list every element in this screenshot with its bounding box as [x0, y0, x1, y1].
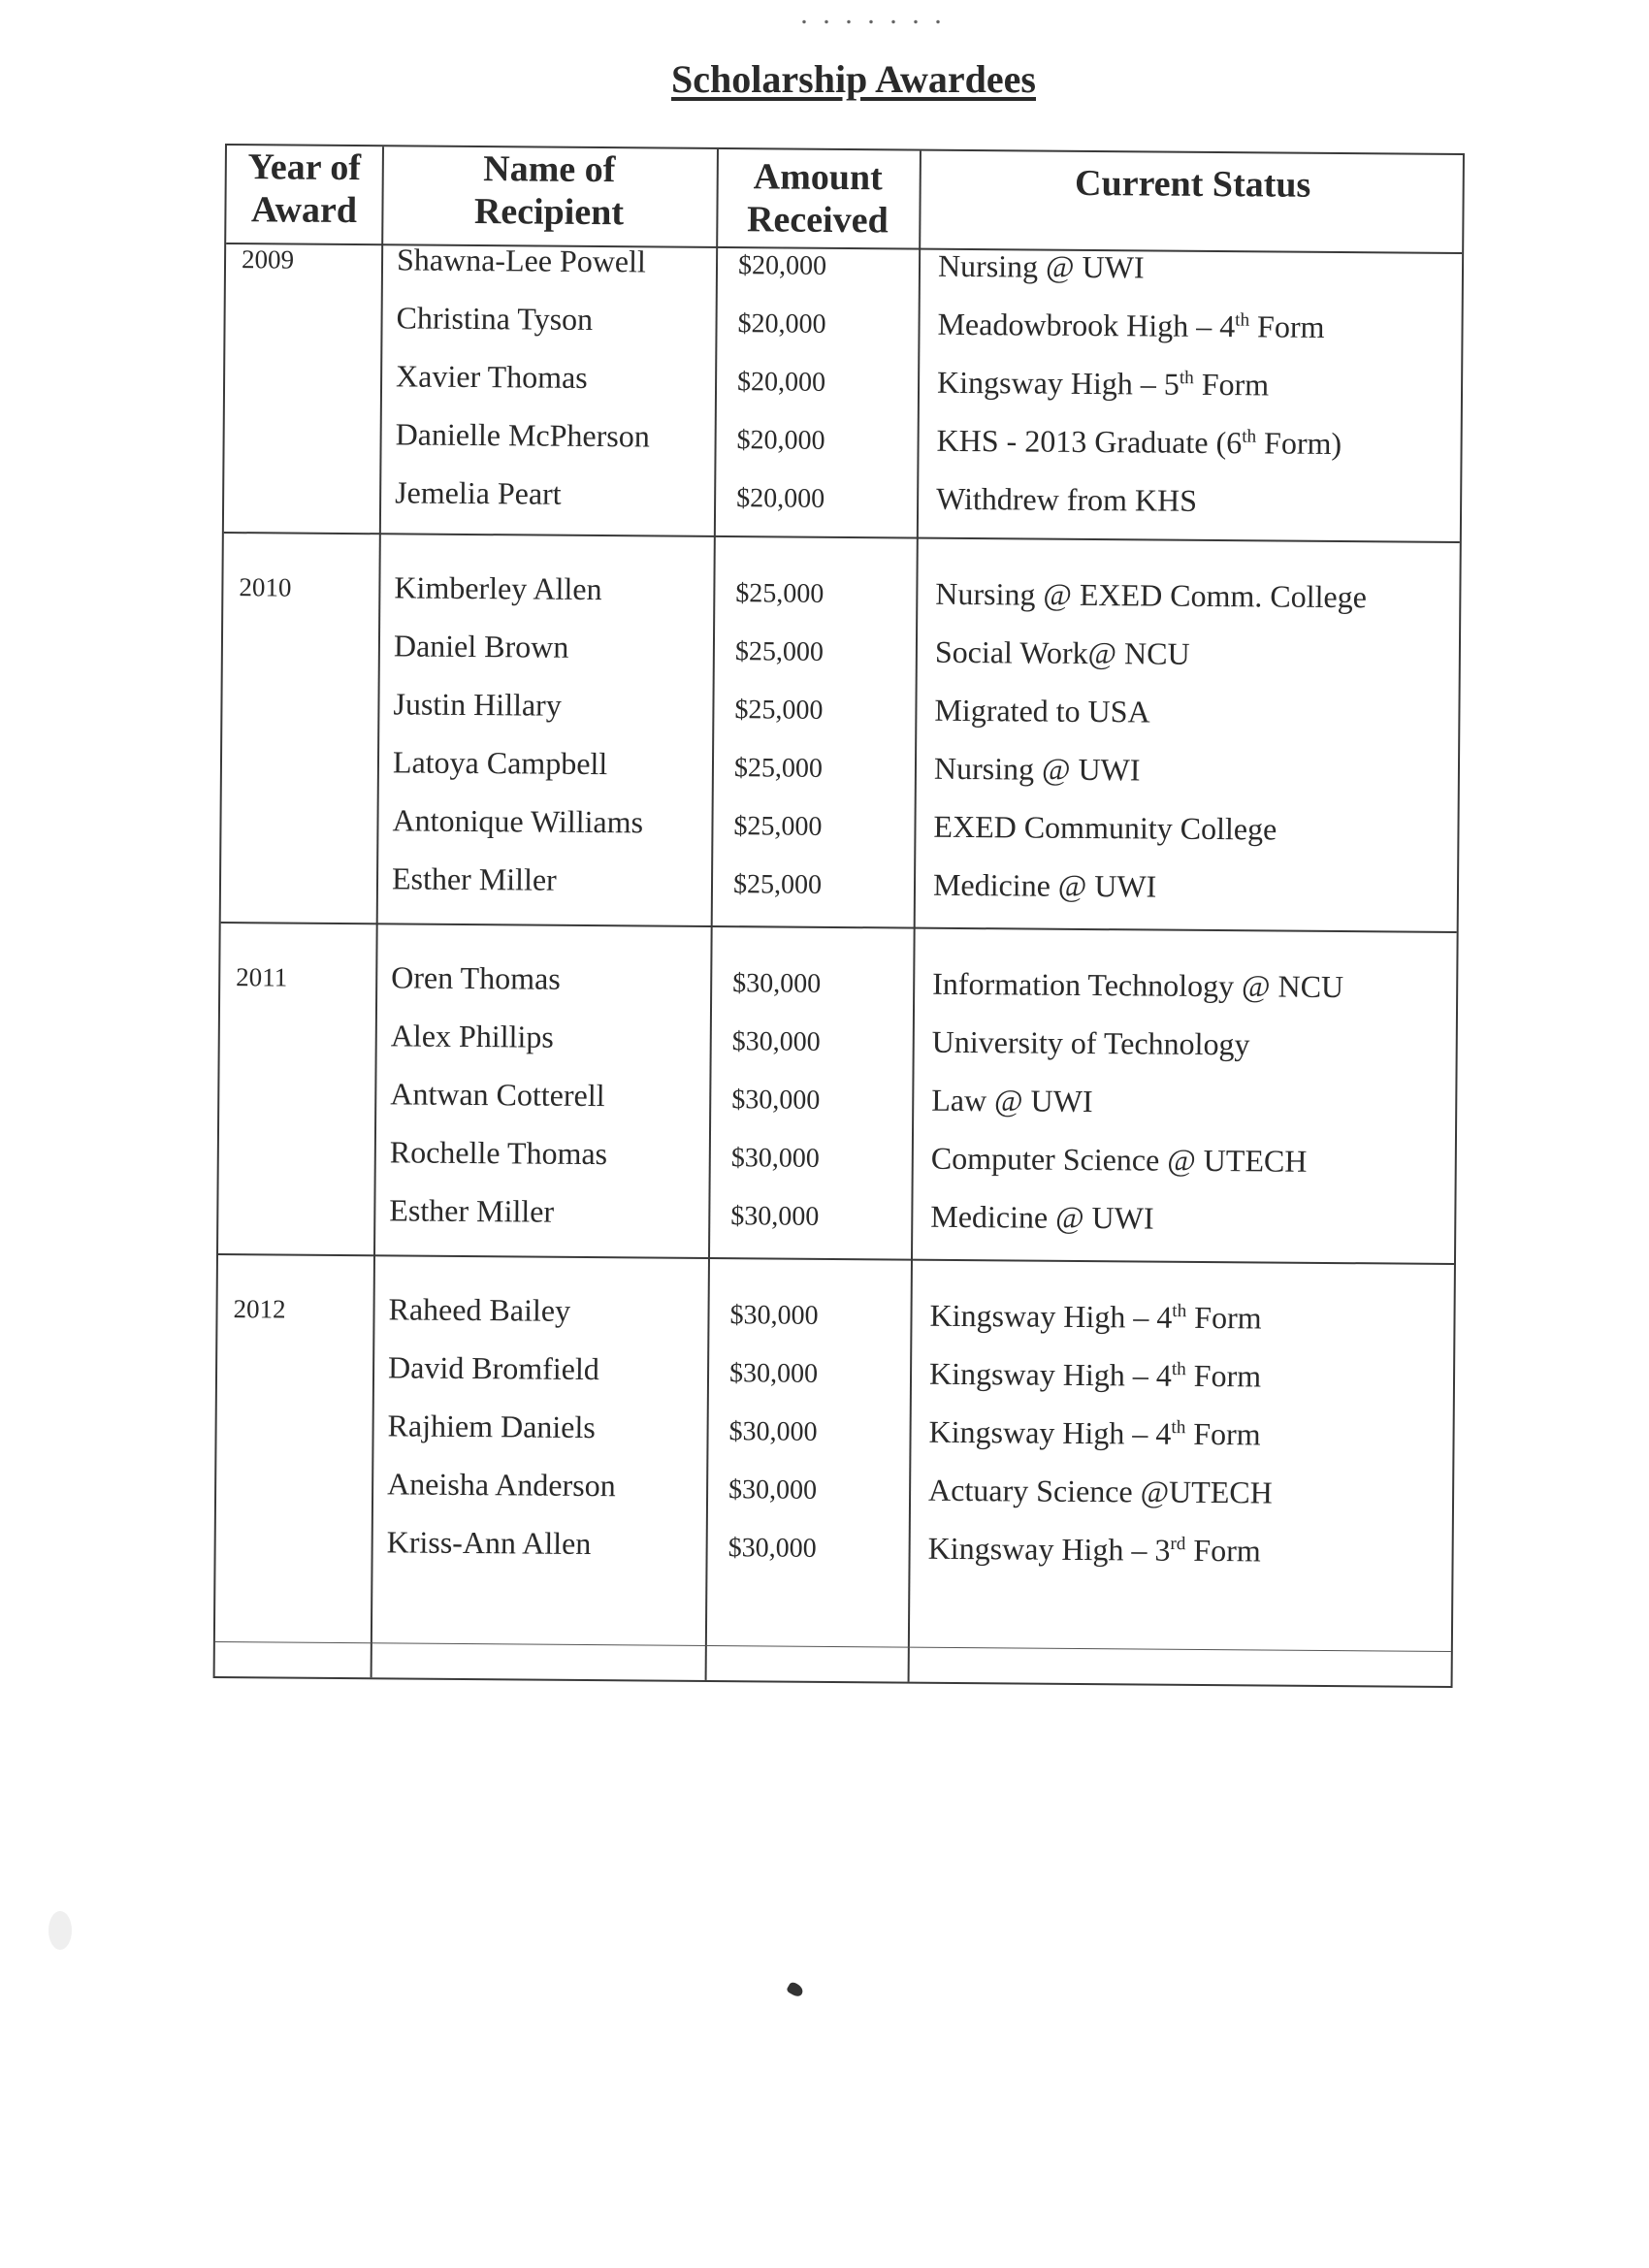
amount-cell: $30,000 [728, 1474, 818, 1506]
amount-cell: $30,000 [731, 1026, 821, 1057]
recipient-name: Esther Miller [389, 1192, 555, 1229]
recipient-name: David Bromfield [387, 1349, 599, 1387]
recipient-name: Raheed Bailey [388, 1291, 571, 1328]
status-cell: University of Technology [931, 1023, 1250, 1062]
header-year: Year of Award [247, 146, 362, 232]
status-cell: Kingsway High – 4th Form [928, 1355, 1262, 1394]
amount-cell: $20,000 [737, 308, 826, 340]
recipient-name: Kriss-Ann Allen [386, 1524, 592, 1562]
amount-cell: $30,000 [729, 1300, 819, 1331]
amount-cell: $20,000 [737, 250, 827, 281]
amount-cell: $25,000 [733, 753, 824, 784]
year-cell: 2012 [233, 1294, 286, 1324]
status-cell: Actuary Science @UTECH [927, 1472, 1273, 1510]
amount-cell: $20,000 [736, 483, 825, 514]
status-cell: Medicine @ UWI [930, 1198, 1154, 1236]
awardees-table [213, 144, 1465, 1688]
amount-cell: $20,000 [736, 367, 826, 398]
status-cell: Kingsway High – 5th Form [936, 364, 1270, 403]
page-title: Scholarship Awardees [671, 57, 1036, 101]
status-cell: Nursing @ UWI [933, 750, 1141, 788]
amount-cell: $30,000 [728, 1358, 819, 1389]
recipient-name: Xavier Thomas [395, 358, 588, 395]
amount-cell: $25,000 [732, 869, 823, 900]
recipient-name: Daniel Brown [393, 628, 569, 664]
header-name: Name of Recipient [473, 148, 625, 234]
status-cell: Nursing @ EXED Comm. College [935, 575, 1368, 615]
scan-smudge [48, 1911, 72, 1950]
column-divider [371, 146, 384, 1677]
recipient-name: Antwan Cotterell [390, 1076, 605, 1114]
amount-cell: $25,000 [734, 636, 824, 667]
footer-rule [215, 1641, 1451, 1652]
recipient-name: Esther Miller [391, 860, 557, 897]
status-cell: Migrated to USA [934, 692, 1150, 729]
status-cell: Kingsway High – 4th Form [928, 1413, 1261, 1452]
recipient-name: Danielle McPherson [395, 416, 650, 454]
amount-cell: $30,000 [730, 1201, 820, 1232]
header-status: Current Status [1074, 162, 1311, 206]
recipient-name: Jemelia Peart [395, 474, 562, 511]
status-cell: Computer Science @ UTECH [930, 1140, 1308, 1179]
year-cell: 2011 [236, 962, 288, 992]
status-cell: Medicine @ UWI [932, 866, 1157, 904]
recipient-name: Aneisha Anderson [387, 1466, 616, 1504]
amount-cell: $30,000 [731, 1085, 821, 1116]
status-cell: Information Technology @ NCU [932, 965, 1344, 1005]
recipient-name: Shawna-Lee Powell [396, 242, 647, 279]
group-rule [224, 532, 1460, 543]
status-cell: Kingsway High – 3rd Form [927, 1530, 1261, 1569]
recipient-name: Justin Hillary [393, 686, 562, 723]
amount-cell: $20,000 [736, 425, 825, 456]
amount-cell: $30,000 [728, 1416, 818, 1447]
recipient-name: Latoya Campbell [392, 744, 608, 782]
group-rule [221, 922, 1457, 933]
status-cell: Law @ UWI [931, 1082, 1093, 1119]
status-cell: Kingsway High – 4th Form [929, 1297, 1262, 1336]
column-divider [705, 149, 719, 1680]
recipient-name: Antonique Williams [392, 802, 644, 840]
column-divider [908, 151, 922, 1682]
amount-cell: $30,000 [728, 1533, 817, 1564]
recipient-name: Kimberley Allen [394, 569, 602, 607]
recipient-name: Rajhiem Daniels [387, 1408, 596, 1445]
amount-cell: $25,000 [733, 811, 823, 842]
header-amount: Amount Received [746, 156, 889, 242]
amount-cell: $25,000 [735, 578, 824, 609]
cut-off-header-fragment: . . . . . . . [800, 8, 946, 29]
status-cell: Social Work@ NCU [934, 633, 1190, 671]
year-cell: 2009 [241, 244, 295, 275]
status-cell: Nursing @ UWI [937, 247, 1145, 285]
recipient-name: Christina Tyson [396, 300, 594, 337]
amount-cell: $30,000 [730, 1143, 820, 1174]
amount-cell: $25,000 [734, 695, 824, 726]
status-cell: Withdrew from KHS [936, 480, 1198, 518]
amount-cell: $30,000 [732, 968, 822, 999]
year-cell: 2010 [239, 572, 292, 602]
status-cell: KHS - 2013 Graduate (6th Form) [936, 422, 1342, 462]
status-cell: EXED Community College [933, 808, 1277, 847]
recipient-name: Oren Thomas [391, 959, 561, 996]
status-cell: Meadowbrook High – 4th Form [937, 306, 1325, 344]
group-rule [218, 1253, 1454, 1265]
ink-speck [786, 1981, 805, 1998]
recipient-name: Rochelle Thomas [389, 1134, 608, 1172]
recipient-name: Alex Phillips [390, 1018, 554, 1054]
